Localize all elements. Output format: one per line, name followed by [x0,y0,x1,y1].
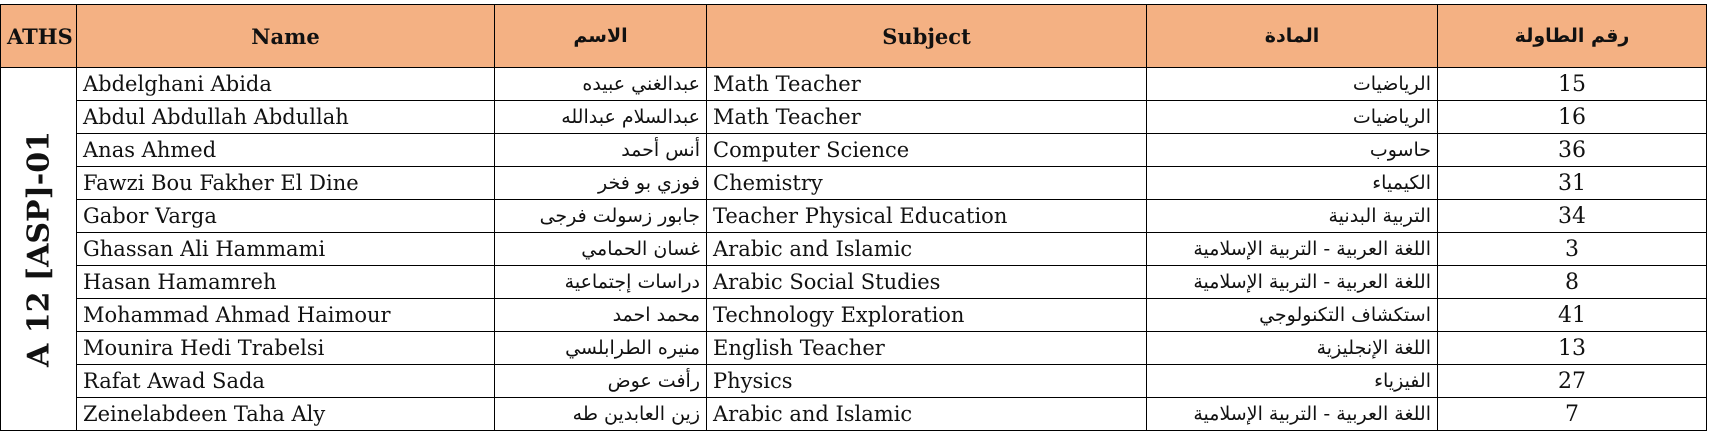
cell-name[interactable]: Abdelghani Abida [77,68,495,101]
cell-name-ar[interactable]: عبدالسلام عبدالله [495,101,707,134]
cell-subject[interactable]: Math Teacher [707,68,1147,101]
cell-table-number[interactable]: 15 [1438,68,1707,101]
cell-name[interactable]: Abdul Abdullah Abdullah [77,101,495,134]
cell-name-ar[interactable]: أنس أحمد [495,134,707,167]
table-row [1,398,1707,431]
cell-table-number[interactable]: 27 [1438,365,1707,398]
cell-name-ar[interactable]: محمد احمد [495,299,707,332]
cell-name[interactable]: Fawzi Bou Fakher El Dine [77,167,495,200]
group-label: A 12 [ASP]-01 [21,130,56,368]
cell-name-ar[interactable]: عبدالغني عبيده [495,68,707,101]
cell-name-ar[interactable]: دراسات إجتماعية [495,266,707,299]
cell-subject[interactable]: Arabic Social Studies [707,266,1147,299]
cell-subject-ar[interactable]: حاسوب [1147,134,1438,167]
cell-name[interactable]: Anas Ahmed [77,134,495,167]
table-row [1,68,1707,101]
cell-subject-ar[interactable]: استكشاف التكنولوجي [1147,299,1438,332]
header-name: Name [77,5,495,68]
cell-name-ar[interactable]: منيره الطرابلسي [495,332,707,365]
cell-subject[interactable]: English Teacher [707,332,1147,365]
cell-subject-ar[interactable]: الفيزياء [1147,365,1438,398]
cell-table-number[interactable]: 3 [1438,233,1707,266]
cell-name[interactable]: Hasan Hamamreh [77,266,495,299]
cell-name[interactable]: Ghassan Ali Hammami [77,233,495,266]
table-body [1,68,1707,431]
header-subject-ar: المادة [1147,5,1438,68]
cell-table-number[interactable]: 31 [1438,167,1707,200]
cell-table-number[interactable]: 7 [1438,398,1707,431]
table-row [1,101,1707,134]
table-row [1,332,1707,365]
cell-subject[interactable]: Physics [707,365,1147,398]
cell-name[interactable]: Gabor Varga [77,200,495,233]
cell-subject[interactable]: Math Teacher [707,101,1147,134]
header-table-number: رقم الطاولة [1438,5,1707,68]
cell-table-number[interactable]: 36 [1438,134,1707,167]
header-subject: Subject [707,5,1147,68]
table-row [1,365,1707,398]
table-row [1,266,1707,299]
group-label-cell[interactable] [1,68,77,431]
cell-subject-ar[interactable]: التربية البدنية [1147,200,1438,233]
cell-table-number[interactable]: 34 [1438,200,1707,233]
cell-name[interactable]: Mounira Hedi Trabelsi [77,332,495,365]
cell-name[interactable]: Rafat Awad Sada [77,365,495,398]
cell-name-ar[interactable]: رأفت عوض [495,365,707,398]
cell-name-ar[interactable]: فوزي بو فخر [495,167,707,200]
table-row [1,167,1707,200]
cell-subject-ar[interactable]: اللغة العربية - التربية الإسلامية [1147,266,1438,299]
cell-subject[interactable]: Teacher Physical Education [707,200,1147,233]
cell-subject[interactable]: Computer Science [707,134,1147,167]
cell-subject-ar[interactable]: اللغة العربية - التربية الإسلامية [1147,233,1438,266]
cell-subject-ar[interactable]: الكيمياء [1147,167,1438,200]
cell-subject[interactable]: Arabic and Islamic [707,398,1147,431]
cell-table-number[interactable]: 41 [1438,299,1707,332]
table-row [1,299,1707,332]
cell-name-ar[interactable]: زين العابدين طه [495,398,707,431]
cell-subject-ar[interactable]: اللغة العربية - التربية الإسلامية [1147,398,1438,431]
cell-name[interactable]: Zeinelabdeen Taha Aly [77,398,495,431]
cell-subject[interactable]: Technology Exploration [707,299,1147,332]
staff-table [0,4,1707,431]
cell-subject[interactable]: Chemistry [707,167,1147,200]
cell-table-number[interactable]: 13 [1438,332,1707,365]
header-aths: ATHS [1,5,77,68]
header-row [1,5,1707,68]
table-row [1,200,1707,233]
table-row [1,134,1707,167]
cell-name-ar[interactable]: غسان الحمامي [495,233,707,266]
cell-table-number[interactable]: 16 [1438,101,1707,134]
cell-subject-ar[interactable]: الرياضيات [1147,101,1438,134]
cell-name-ar[interactable]: جابور زسولت فرجى [495,200,707,233]
header-name-ar: الاسم [495,5,707,68]
cell-name[interactable]: Mohammad Ahmad Haimour [77,299,495,332]
cell-subject-ar[interactable]: اللغة الإنجليزية [1147,332,1438,365]
cell-table-number[interactable]: 8 [1438,266,1707,299]
cell-subject-ar[interactable]: الرياضيات [1147,68,1438,101]
table-row [1,233,1707,266]
cell-subject[interactable]: Arabic and Islamic [707,233,1147,266]
